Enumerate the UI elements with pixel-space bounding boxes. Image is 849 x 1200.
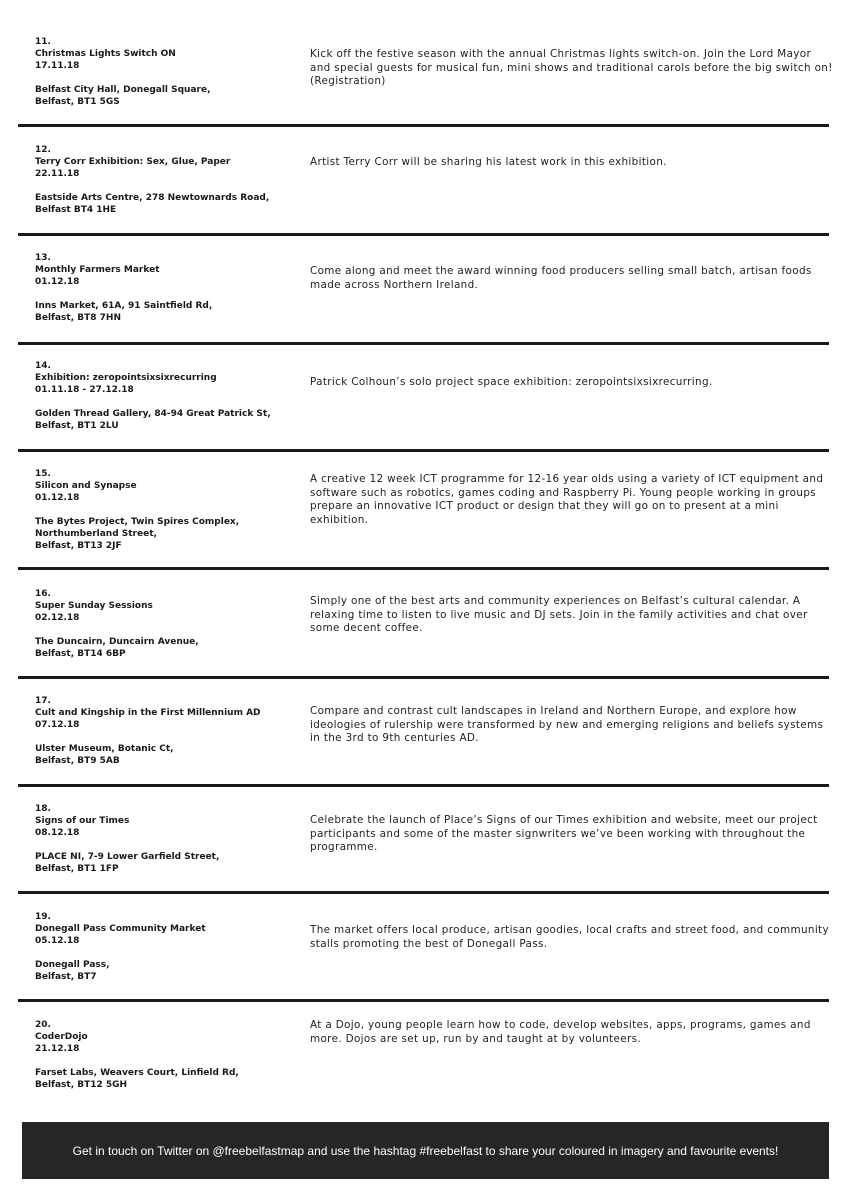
event-address-line: Farset Labs, Weavers Court, Linfield Rd, bbox=[35, 1068, 239, 1078]
event-address-line: Ulster Museum, Botanic Ct, bbox=[35, 744, 174, 754]
event-description: Celebrate the launch of Place’s Signs of our Times exhibition and website, meet our project participants and some of the master signwriters we’ve been working with throughout the programme. bbox=[310, 814, 818, 853]
event-details bbox=[35, 588, 295, 660]
event-description: At a Dojo, young people learn how to code, develop websites, apps, programs, games and more. Dojos are set up, run by and taught at by volunteers. bbox=[310, 1019, 811, 1045]
event-title: Super Sunday Sessions bbox=[35, 601, 153, 611]
event-address-line: Eastside Arts Centre, 278 Newtownards Road, bbox=[35, 193, 270, 203]
event-address-line: Belfast, BT13 2JF bbox=[35, 541, 122, 551]
event-title: Christmas Lights Switch ON bbox=[35, 49, 176, 59]
event-address-line: Belfast, BT7 bbox=[35, 972, 97, 982]
event-description: A creative 12 week ICT programme for 12-16 year olds using a variety of ICT equipment and software such as robotics, games coding and Raspberry Pi. Young people working in groups prepare an innovative ICT product or design that they will go on to present at a mini exhibition. bbox=[310, 473, 824, 526]
event-description: Come along and meet the award winning food producers selling small batch, artisan foods made across Northern Ireland. bbox=[310, 265, 812, 291]
event-number: 15. bbox=[35, 469, 51, 479]
event-date: 07.12.18 bbox=[35, 720, 80, 730]
event-description: The market offers local produce, artisan goodies, local crafts and street food, and community stalls promoting the best of Donegall Pass. bbox=[310, 924, 829, 950]
divider bbox=[18, 891, 829, 894]
event-number: 17. bbox=[35, 696, 51, 706]
event-date: 01.12.18 bbox=[35, 277, 80, 287]
event-details bbox=[35, 252, 295, 324]
event-number: 13. bbox=[35, 253, 51, 263]
event-details bbox=[35, 803, 295, 875]
event-number: 19. bbox=[35, 912, 51, 922]
event-address-line: The Duncairn, Duncairn Avenue, bbox=[35, 637, 199, 647]
event-address-line: Inns Market, 61A, 91 Saintfield Rd, bbox=[35, 301, 213, 311]
event-number: 14. bbox=[35, 361, 51, 371]
event-number: 12. bbox=[35, 145, 51, 155]
event-details bbox=[35, 1019, 295, 1091]
event-date: 17.11.18 bbox=[35, 61, 80, 71]
divider bbox=[18, 676, 829, 679]
event-address-line: Belfast, BT1 2LU bbox=[35, 421, 119, 431]
event-number: 20. bbox=[35, 1020, 51, 1030]
divider bbox=[18, 784, 829, 787]
event-date: 22.11.18 bbox=[35, 169, 80, 179]
event-address-line: Belfast, BT12 5GH bbox=[35, 1080, 128, 1090]
event-description: Kick off the festive season with the annual Christmas lights switch-on. Join the Lord Mayor and special guests for musical fun, mini shows and traditional carols before the big switch on! (Registration) bbox=[310, 48, 833, 87]
event-address-line: Belfast, BT14 6BP bbox=[35, 649, 126, 659]
event-address-line: PLACE NI, 7-9 Lower Garfield Street, bbox=[35, 852, 220, 862]
event-address-line: Belfast, BT9 5AB bbox=[35, 756, 120, 766]
event-address-line: Belfast, BT8 7HN bbox=[35, 313, 121, 323]
event-title: Exhibition: zeropointsixsixrecurring bbox=[35, 373, 217, 383]
event-address-line: Belfast, BT1 5GS bbox=[35, 97, 120, 107]
divider bbox=[18, 999, 829, 1002]
event-details bbox=[35, 695, 295, 767]
event-title: Silicon and Synapse bbox=[35, 481, 137, 491]
event-number: 11. bbox=[35, 37, 51, 47]
event-title: Monthly Farmers Market bbox=[35, 265, 160, 275]
event-address-line: Belfast BT4 1HE bbox=[35, 205, 117, 215]
divider bbox=[18, 342, 829, 345]
divider bbox=[18, 567, 829, 570]
event-title: Signs of our Times bbox=[35, 816, 130, 826]
event-date: 01.12.18 bbox=[35, 493, 80, 503]
divider bbox=[18, 449, 829, 452]
event-details bbox=[35, 36, 295, 108]
event-date: 21.12.18 bbox=[35, 1044, 80, 1054]
divider bbox=[18, 124, 829, 127]
footer-text: Get in touch on Twitter on @freebelfastmap and use the hashtag #freebelfast to share your coloured in imagery and favourite events! bbox=[72, 1143, 779, 1158]
event-title: Terry Corr Exhibition: Sex, Glue, Paper bbox=[35, 157, 231, 167]
divider bbox=[18, 233, 829, 236]
event-details bbox=[35, 468, 295, 552]
event-description: Artist Terry Corr will be sharing his latest work in this exhibition. bbox=[310, 156, 667, 168]
event-address-line: Northumberland Street, bbox=[35, 529, 157, 539]
event-date: 02.12.18 bbox=[35, 613, 80, 623]
event-address-line: Belfast, BT1 1FP bbox=[35, 864, 119, 874]
event-description: Simply one of the best arts and community experiences on Belfast’s cultural calendar. A relaxing time to listen to live music and DJ sets. Join in the family activities and chat over some decent coffee. bbox=[310, 595, 808, 634]
event-date: 05.12.18 bbox=[35, 936, 80, 946]
event-details bbox=[35, 144, 295, 216]
event-title: Donegall Pass Community Market bbox=[35, 924, 206, 934]
footer-banner bbox=[22, 1122, 829, 1179]
event-date: 08.12.18 bbox=[35, 828, 80, 838]
event-number: 18. bbox=[35, 804, 51, 814]
event-address-line: Golden Thread Gallery, 84-94 Great Patrick St, bbox=[35, 409, 271, 419]
event-date: 01.11.18 - 27.12.18 bbox=[35, 385, 134, 395]
event-address-line: Donegall Pass, bbox=[35, 960, 110, 970]
event-details bbox=[35, 911, 295, 983]
event-description: Patrick Colhoun’s solo project space exhibition: zeropointsixsixrecurring. bbox=[310, 376, 713, 388]
event-title: Cult and Kingship in the First Millennium AD bbox=[35, 708, 261, 718]
event-details bbox=[35, 360, 295, 432]
event-title: CoderDojo bbox=[35, 1032, 88, 1042]
event-number: 16. bbox=[35, 589, 51, 599]
event-description: Compare and contrast cult landscapes in Ireland and Northern Europe, and explore how ideologies of rulership were transformed by new and emerging religions and beliefs systems in the 3rd to 9th centuries AD. bbox=[310, 705, 824, 744]
event-address-line: The Bytes Project, Twin Spires Complex, bbox=[35, 517, 240, 527]
event-address-line: Belfast City Hall, Donegall Square, bbox=[35, 85, 211, 95]
